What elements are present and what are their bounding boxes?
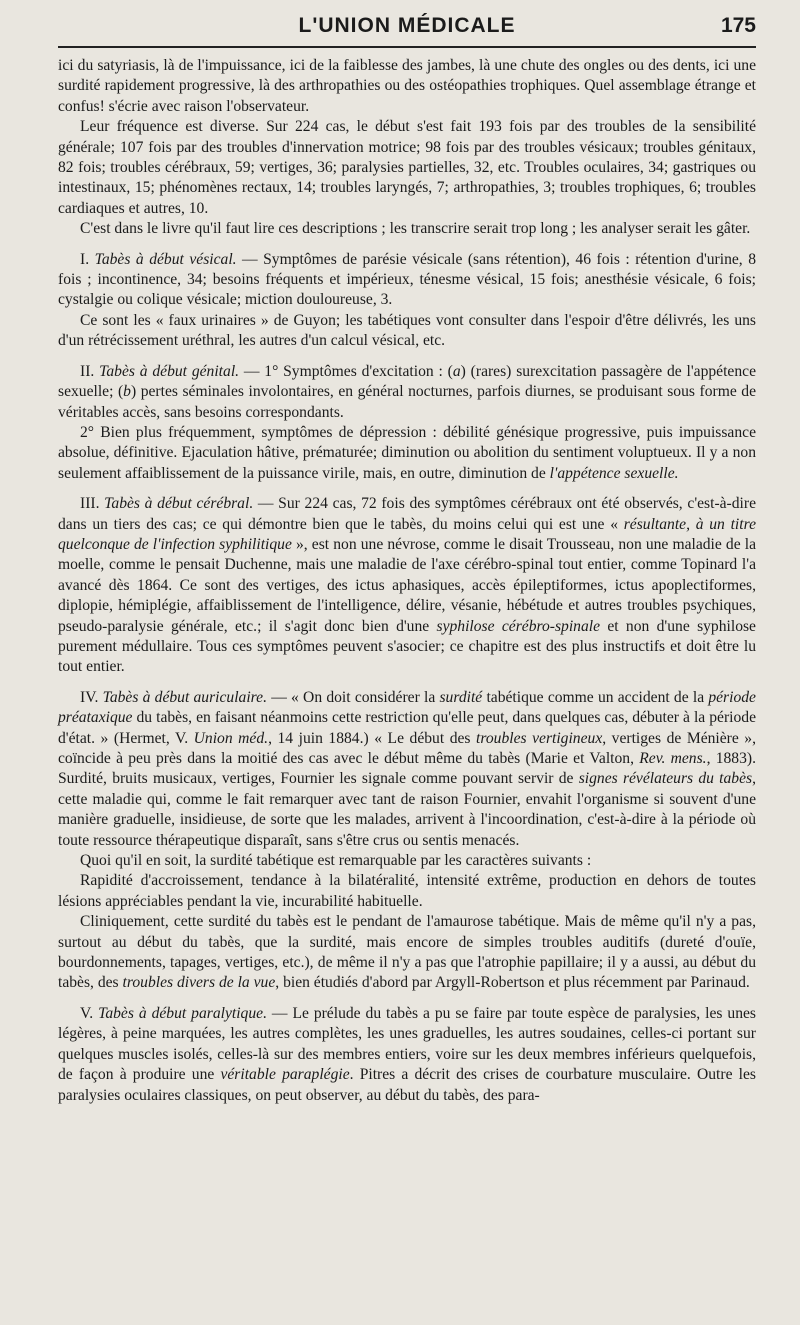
text-run: Leur fréquence est diverse. Sur 224 cas, le début s'est fait 193 fois par des troubles de la sensibilité générale; 107 fois par des troubles d'innervation motrice; 98 fois par des troubles vésicaux; troubles génitaux, 82 fois; troubles cérébraux, 59; vertiges, 36; paralysies partielles, 32, etc. Troubles oculaires, 34; gastriques ou intestinaux, 15; phénomènes rectaux, 14; troubles laryngés, 7; arthropathies, 3; troubles trophiques, 6; troubles cardiaques et autres, 10. [58, 118, 756, 217]
paragraph-p5 [58, 311, 756, 352]
paragraph-p9 [58, 688, 756, 851]
italic-text: Tabès à début vésical. [94, 250, 237, 268]
italic-text: Tabès à début auriculaire. [102, 688, 267, 706]
article-body [58, 56, 756, 1106]
italic-text: Tabès à début cérébral. [104, 495, 254, 513]
italic-text: troubles divers de la vue [122, 974, 276, 992]
text-run: C'est dans le livre qu'il faut lire ces descriptions ; les transcrire serait trop long ; les analyser serait les gâter. [80, 220, 751, 238]
text-run: et non d'une syphilose purement médullaire. Tous ces symptômes peuvent s'asocier; ce chapitre est des plus instructifs et doit être lu tout entier. [58, 617, 756, 676]
italic-text: b [123, 383, 131, 401]
italic-text: syphilose cérébro-spinale [436, 617, 601, 635]
text-run: — « On doit considérer la [267, 688, 440, 706]
paragraph-p8 [58, 494, 756, 678]
text-run: », est non une névrose, comme le disait Trousseau, non une maladie de la moelle, comme le pensait Duchenne, mais une maladie de l'axe cérébro-spinal tout entier, comme Topinard l'a avancé dès 1864. Ce sont des vertiges, des ictus aphasiques, accès épileptiformes, ictus apoplectiformes, diplopie, hémiplégie, affaiblissement de l'intelligence, délire, vésanie, hébétude et autres troubles psychiques, pseudo-paralysie générale, etc.; il s'agit donc bien d'une [58, 535, 756, 635]
text-run: ) pertes séminales involontaires, en général nocturnes, parfois diurnes, se produisant sous forme de véritables accès, sans besoins correspondants. [58, 383, 757, 421]
italic-text: résultante, à un titre quelconque de l'infection syphilitique [58, 515, 756, 553]
paragraph-p1 [58, 56, 756, 117]
text-run: , 1883). Surdité, bruits musicaux, vertiges, Fournier les signale comme pouvant servir de [58, 750, 756, 788]
text-run: — Sur 224 cas, 72 fois des symptômes cérébraux ont été observés, c'est-à-dire dans un tiers des cas; ce qui démontre bien que le tabès, du moins celui qui est une « [58, 495, 756, 533]
text-run: Rapidité d'accroissement, tendance à la bilatéralité, intensité extrême, production en dehors de toutes lésions appréciables pendant la vie, incurabilité habituelle. [58, 872, 756, 910]
italic-text: surdité [439, 688, 483, 706]
text-run: II. [80, 362, 100, 380]
text-run: IV. [80, 688, 103, 706]
text-run: — Le prélude du tabès a pu se faire par toute espèce de paralysies, les unes légères, à peine marquées, les autres complètes, les unes graduelles, les autres soudaines, celles-ci portant sur quelques muscles isolés, celles-là sur des membres entiers, voire sur les deux membres inférieurs quelquefois, de façon à produire une [58, 1004, 756, 1084]
paragraph-p3 [58, 219, 756, 239]
text-run: ) (rares) surexcitation passagère de l'appétence sexuelle; ( [58, 362, 756, 401]
text-run: V. [80, 1004, 99, 1022]
text-run: tabétique comme un accident de la [482, 688, 709, 706]
paragraph-p10 [58, 851, 756, 871]
text-run: III. [80, 495, 105, 513]
italic-text: Union méd. [193, 729, 269, 747]
italic-text: période préataxique [58, 688, 756, 727]
paragraph-p12 [58, 912, 756, 994]
italic-text: Tabès à début paralytique. [98, 1004, 267, 1022]
running-title: L'UNION MÉDICALE [298, 14, 516, 37]
text-run: , vertiges de Ménière », coïncide à peu près dans la moitié des cas avec le début même du tabès (Marie et Valton, [58, 729, 757, 767]
italic-text: Rev. mens. [639, 750, 707, 767]
text-run: I. [80, 250, 95, 268]
header-rule [58, 46, 756, 48]
paragraph-p11 [58, 871, 756, 912]
italic-text: signes révélateurs du tabès [578, 770, 753, 788]
paragraph-p2 [58, 117, 756, 219]
italic-text: troubles vertigineux [476, 729, 603, 747]
text-run: Ce sont les « faux urinaires » de Guyon; les tabétiques vont consulter dans l'espoir d'être délivrés, les uns d'un rétrécissement uréthral, les autres d'un calcul vésical, etc. [58, 311, 756, 350]
text-run: Cliniquement, cette surdité du tabès est le pendant de l'amaurose tabétique. Mais de même qu'il n'y a pas, surtout au début du tabès, que la surdité, mais encore de simples troubles auditifs (dureté d'ouïe, bourdonnements, tapages, vertiges, etc.), de même il n'y a pas que l'atrophie papillaire; il y a aussi, au début du tabès, des [58, 913, 756, 992]
text-run: ici du satyriasis, là de l'impuissance, ici de la faiblesse des jambes, là une chute des ongles ou des dents, ici une surdité rapidement progressive, là des arthropathies ou des ostéopathies trophiques. Quel assemblage étrange et confus! s'écrie avec raison l'observateur. [58, 57, 756, 115]
text-run: . Pitres a décrit des crises de courbature musculaire. Outre les paralysies oculaires classiques, on peut observer, au début du tabès, des para- [58, 1066, 756, 1104]
text-run: 2° Bien plus fréquemment, symptômes de dépression : débilité génésique progressive, puis impuissance absolue, définitive. Ejaculation hâtive, prématurée; diminution ou abolition du sentiment voluptueux. Il y a non seulement affaiblissement de la puissance virile, mais, en outre, diminution de [58, 423, 756, 482]
text-run: , cette maladie qui, comme le fait remarquer avec tant de raison Fournier, envahit l'organisme si souvent d'une manière graduelle, insidieuse, de sorte que les malades, arrivent à l'incoordination, c'est-à-dire à la période où toute ressource thérapeutique disparaît, sans s'être crus ou sentis menacés. [58, 770, 757, 849]
paragraph-p6 [58, 362, 756, 423]
italic-text: l'appétence sexuelle. [549, 464, 679, 482]
text-run: , bien étudiés d'abord par Argyll-Robertson et plus récemment par Parinaud. [275, 974, 750, 992]
paragraph-p4 [58, 250, 756, 311]
text-run: du tabès, en faisant néanmoins cette restriction qu'elle peut, dans quelques cas, débuter à la période d'état. » (Hermet, V. [58, 709, 756, 747]
text-run: Quoi qu'il en soit, la surdité tabétique est remarquable par les caractères suivants : [80, 852, 592, 870]
text-run: — Symptômes de parésie vésicale (sans rétention), 46 fois : rétention d'urine, 8 fois ; incontinence, 34; besoins fréquents et impérieux, ténesme vésical, 15 fois; anesthésie vésicale, 6 fois; cystalgie ou colique vésicale; miction douloureuse, 3. [58, 250, 756, 309]
paragraph-p7 [58, 423, 756, 484]
page-header [58, 0, 756, 46]
page-number: 175 [720, 14, 756, 37]
text-run: , 14 juin 1884.) « Le début des [268, 729, 477, 747]
italic-text: Tabès à début génital. [99, 362, 240, 380]
text-run: — 1° Symptômes d'excitation : ( [239, 362, 453, 380]
italic-text: a [452, 362, 461, 380]
italic-text: véritable paraplégie [220, 1066, 350, 1084]
paragraph-p13 [58, 1004, 756, 1106]
